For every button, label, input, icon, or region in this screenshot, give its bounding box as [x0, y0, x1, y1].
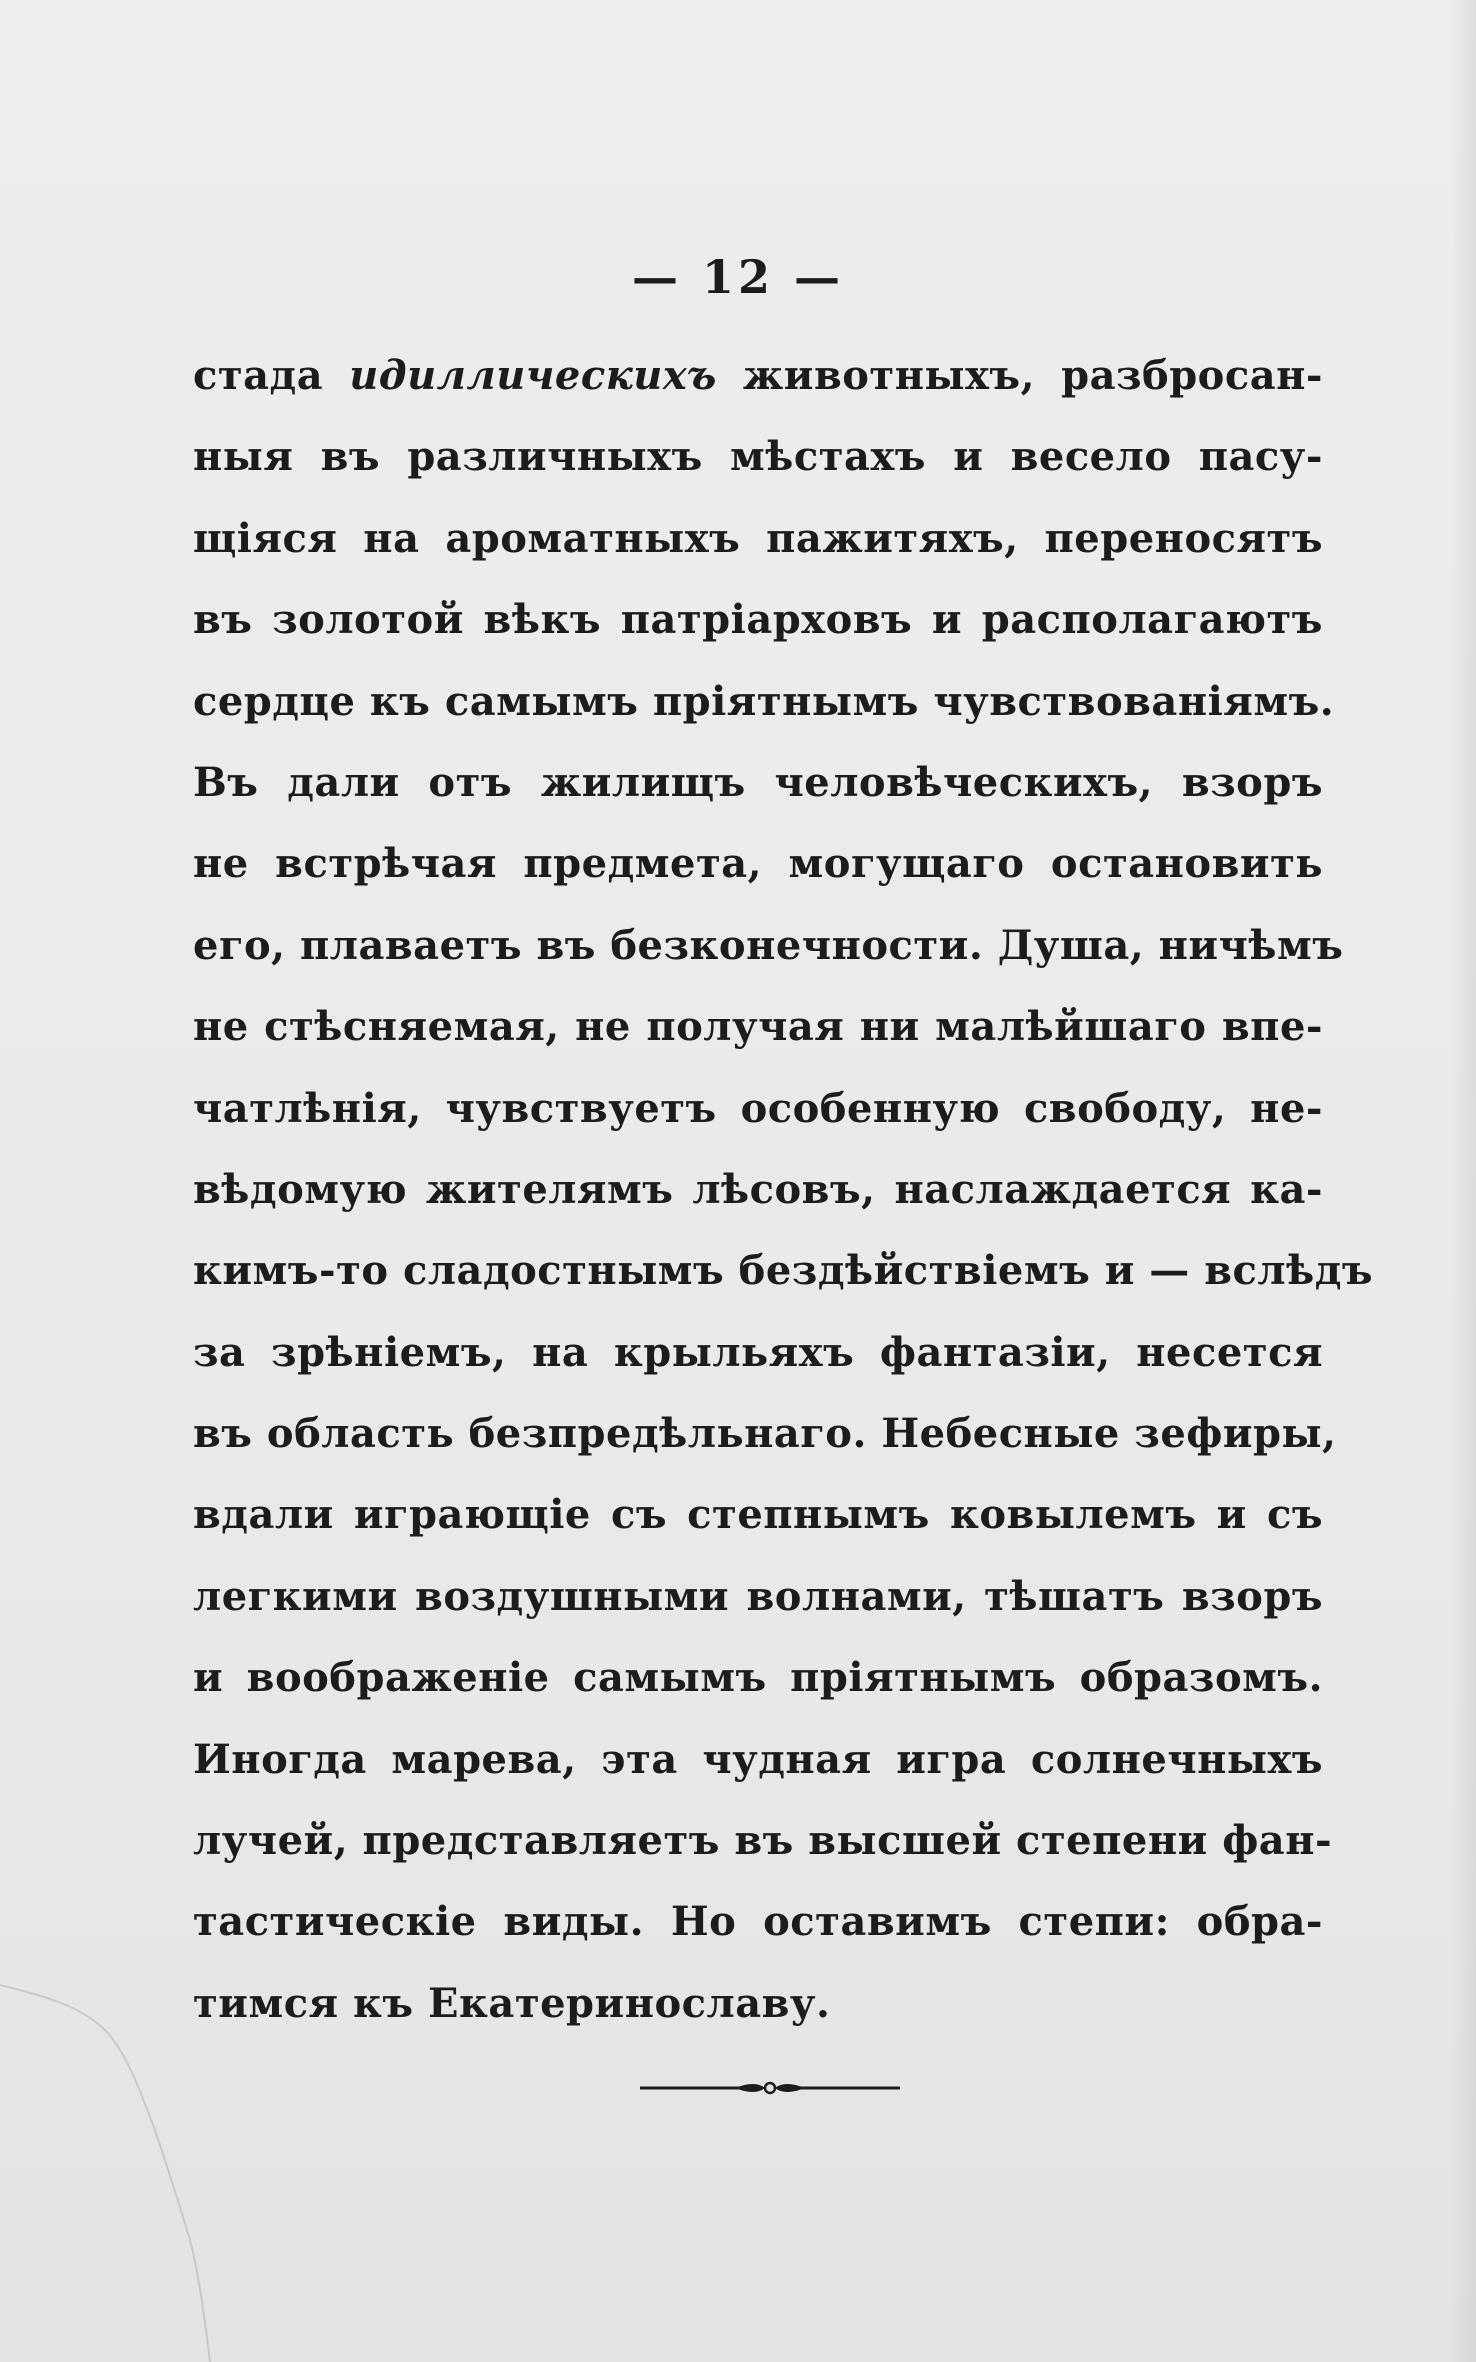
ornament-divider: [640, 2076, 900, 2100]
text-line-13: за зрѣніемъ, на крыльяхъ фантазіи, несется: [193, 1328, 1323, 1376]
text-line-8: его, плаваетъ въ безконечности. Душа, ничѣмъ: [193, 921, 1344, 969]
text-line-15: вдали играющіе съ степнымъ ковылемъ и съ: [193, 1491, 1323, 1539]
text-line-4: въ золотой вѣкъ патріарховъ и располагаютъ: [193, 596, 1323, 644]
text-line-9: не стѣсняемая, не получая ни малѣйшаго впе-: [193, 1003, 1323, 1051]
text-line-14: въ область безпредѣльнаго. Небесные зефиры,: [193, 1410, 1337, 1458]
text-line-2: ныя въ различныхъ мѣстахъ и весело пасу-: [193, 433, 1323, 481]
text-line-6: Въ дали отъ жилищъ человѣческихъ, взоръ: [193, 758, 1323, 806]
body-text: [193, 335, 1374, 2044]
text-line-12: кимъ-то сладостнымъ бездѣйствіемъ и — вслѣдъ: [193, 1247, 1374, 1295]
text-line-17: и воображеніе самымъ пріятнымъ образомъ.: [193, 1654, 1323, 1702]
text-line-1: [193, 335, 1323, 416]
page-number: — 12 —: [631, 250, 845, 304]
text-line-10: чатлѣнія, чувствуетъ особенную свободу, не-: [193, 1084, 1323, 1132]
text-line-21: тимся къ Екатеринославу.: [193, 1979, 831, 2027]
italic-word: идиллическихъ: [349, 352, 717, 399]
text-line-20: тастическіе виды. Но оставимъ степи: обра-: [193, 1898, 1323, 1946]
text-line-5: сердце къ самымъ пріятнымъ чувствованіямъ.: [193, 677, 1335, 725]
text-line-3: щіяся на ароматныхъ пажитяхъ, переносятъ: [193, 514, 1323, 562]
text-line-19: лучей, представляетъ въ высшей степени фан-: [193, 1817, 1333, 1865]
text-line-16: легкими воздушными волнами, тѣшатъ взоръ: [193, 1572, 1323, 1620]
text-line-18: Иногда марева, эта чудная игра солнечныхъ: [193, 1735, 1323, 1783]
text-line-7: не встрѣчая предмета, могущаго остановить: [193, 840, 1323, 888]
text-line-11: вѣдомую жителямъ лѣсовъ, наслаждается ка-: [193, 1165, 1323, 1213]
text-fragment: животныхъ, разбросан-: [716, 352, 1323, 399]
text-fragment: стада: [193, 352, 350, 399]
